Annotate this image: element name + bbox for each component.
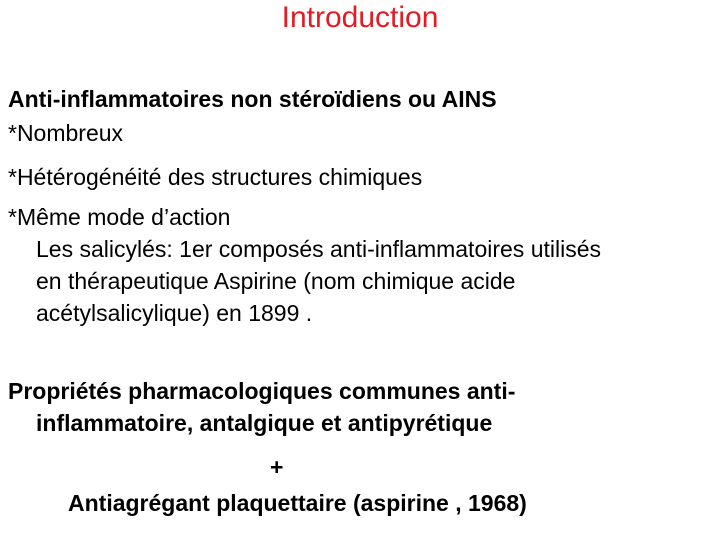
properties-line: inflammatoire, antalgique et antipyrétique [36,410,493,436]
antiplatelet-line: Antiagrégant plaquettaire (aspirine , 1968) [68,490,527,516]
plus-sign: + [270,454,284,480]
properties-line: Propriétés pharmacologiques communes anti- [8,378,516,404]
paragraph-line: en thérapeutique Aspirine (nom chimique acide [36,268,516,294]
bullet-nombreux: *Nombreux [8,120,124,146]
bullet-heterogeneite: *Hétérogénéité des structures chimiques [8,164,423,190]
paragraph-line: acétylsalicylique) en 1899 . [36,300,313,326]
heading-ains: Anti-inflammatoires non stéroïdiens ou AINS [8,86,497,112]
slide-title: Introduction [281,1,439,34]
bullet-mode-action: *Même mode d’action [8,204,231,230]
paragraph-line: Les salicylés: 1er composés anti-inflammatoires utilisés [36,236,601,262]
